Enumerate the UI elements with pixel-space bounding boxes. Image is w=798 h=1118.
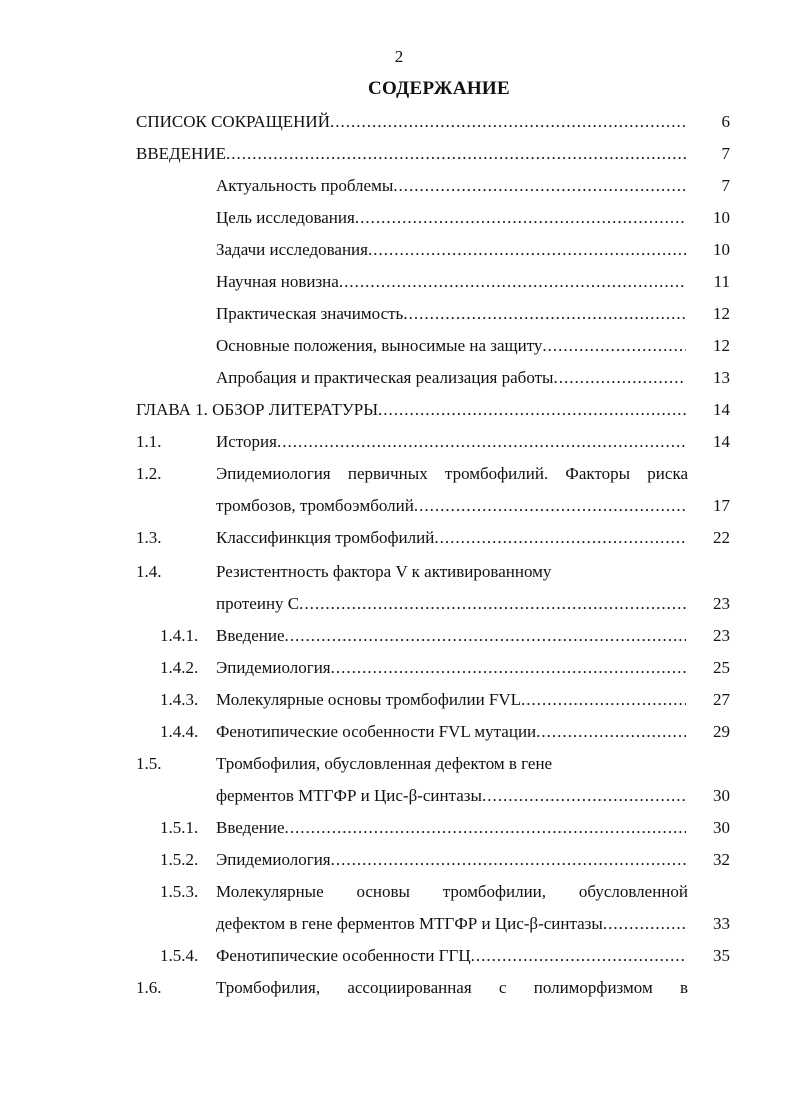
toc-entry-page: 7	[721, 176, 730, 195]
toc-entry	[216, 366, 730, 390]
toc-entry-label: Молекулярные основы тромбофилии, обусловленной	[216, 882, 688, 901]
toc-entry-label: дефектом в гене ферментов МТГФР и Цис-β-синтазы	[216, 914, 603, 933]
toc-entry	[160, 880, 730, 904]
toc-dot-leader	[553, 366, 686, 390]
toc-entry-page: 12	[713, 304, 730, 323]
toc-entry-label: Резистентность фактора V к активированному	[216, 562, 552, 581]
toc-dot-leader	[339, 270, 686, 294]
toc-entry-label: ферментов МТГФР и Цис-β-синтазы	[216, 786, 482, 805]
toc-entry-label: Введение	[216, 626, 285, 645]
toc-entry-page: 23	[713, 626, 730, 645]
toc-dot-leader	[277, 430, 686, 454]
toc-entry-number: 1.1.	[136, 432, 162, 451]
toc-dot-leader	[482, 784, 686, 808]
toc-dot-leader	[471, 944, 686, 968]
toc-entry	[216, 302, 730, 326]
toc-entry	[216, 784, 730, 808]
toc-entry-number: 1.5.2.	[160, 850, 199, 869]
toc-entry-label: Основные положения, выносимые на защиту	[216, 336, 543, 355]
toc-entry-number: 1.4.2.	[160, 658, 199, 677]
toc-entry-label: Фенотипические особенности ГГЦ	[216, 946, 471, 965]
toc-dot-leader	[299, 592, 686, 616]
toc-title: СОДЕРЖАНИЕ	[368, 78, 510, 99]
toc-entry-label: протеину С	[216, 594, 300, 613]
toc-entry	[136, 752, 730, 776]
toc-entry-page: 14	[713, 400, 730, 419]
toc-entry-label: ВВЕДЕНИЕ	[136, 144, 226, 163]
toc-entry-page: 6	[721, 112, 730, 131]
toc-entry	[136, 976, 730, 1000]
toc-entry	[216, 334, 730, 358]
toc-entry-label: Цель исследования	[216, 208, 355, 227]
toc-dot-leader	[603, 912, 686, 936]
toc-entry-page: 32	[713, 850, 730, 869]
toc-entry-page: 23	[713, 594, 730, 613]
toc-dot-leader	[434, 526, 686, 550]
toc-entry-page: 27	[713, 690, 730, 709]
toc-entry-label: Эпидемиология	[216, 850, 331, 869]
toc-dot-leader	[378, 398, 686, 422]
toc-entry-label: История	[216, 432, 277, 451]
toc-entry-page: 33	[713, 914, 730, 933]
toc-entry-page: 13	[713, 368, 730, 387]
toc-entry-page: 7	[721, 144, 730, 163]
toc-entry-number: 1.5.4.	[160, 946, 199, 965]
toc-entry-number: 1.4.	[136, 562, 162, 581]
toc-entry	[160, 944, 730, 968]
toc-entry	[136, 560, 730, 584]
toc-dot-leader	[521, 688, 686, 712]
toc-entry-label: Актуальность проблемы	[216, 176, 394, 195]
toc-entry-number: 1.4.4.	[160, 722, 199, 741]
toc-dot-leader	[536, 720, 686, 744]
toc-entry-label: Классифинкция тромбофилий	[216, 528, 435, 547]
toc-entry	[136, 110, 730, 134]
toc-dot-leader	[285, 816, 686, 840]
toc-dot-leader	[368, 238, 686, 262]
toc-entry-label: СПИСОК СОКРАЩЕНИЙ	[136, 112, 330, 131]
toc-entry-number: 1.5.3.	[160, 882, 199, 901]
toc-dot-leader	[393, 174, 686, 198]
toc-entry-label: Введение	[216, 818, 285, 837]
toc-entry-number: 1.6.	[136, 978, 162, 997]
toc-entry-label: Молекулярные основы тромбофилии FVL	[216, 690, 522, 709]
toc-entry	[136, 142, 730, 166]
toc-dot-leader	[331, 656, 686, 680]
toc-entry-number: 1.4.1.	[160, 626, 199, 645]
toc-entry	[160, 624, 730, 648]
toc-dot-leader	[285, 624, 686, 648]
toc-entry	[216, 206, 730, 230]
toc-entry	[160, 688, 730, 712]
toc-entry-page: 30	[713, 818, 730, 837]
toc-dot-leader	[331, 848, 686, 872]
toc-entry-page: 29	[713, 722, 730, 741]
toc-entry-label: Фенотипические особенности FVL мутации	[216, 722, 537, 741]
toc-entry-number: 1.5.1.	[160, 818, 199, 837]
toc-entry-label: ГЛАВА 1. ОБЗОР ЛИТЕРАТУРЫ	[136, 400, 379, 419]
toc-entry	[216, 238, 730, 262]
page-number: 2	[394, 47, 404, 66]
toc-entry	[216, 494, 730, 518]
toc-entry-label: Апробация и практическая реализация работы	[216, 368, 554, 387]
toc-dot-leader	[403, 302, 686, 326]
toc-entry	[136, 526, 730, 550]
toc-entry-page: 11	[713, 272, 730, 291]
toc-entry-label: Практическая значимость	[216, 304, 404, 323]
toc-entry-number: 1.2.	[136, 464, 162, 483]
toc-entry	[160, 848, 730, 872]
toc-entry-page: 17	[713, 496, 730, 515]
toc-entry-label: Научная новизна	[216, 272, 339, 291]
toc-entry-number: 1.4.3.	[160, 690, 199, 709]
toc-entry-label: Эпидемиология первичных тромбофилий. Факторы риска	[216, 464, 688, 483]
toc-entry-page: 10	[713, 208, 730, 227]
toc-entry-number: 1.3.	[136, 528, 162, 547]
toc-dot-leader	[414, 494, 686, 518]
toc-entry-page: 30	[713, 786, 730, 805]
toc-entry-page: 35	[713, 946, 730, 965]
toc-entry	[136, 398, 730, 422]
toc-entry-page: 14	[713, 432, 730, 451]
toc-dot-leader	[330, 110, 686, 134]
toc-entry-page: 22	[713, 528, 730, 547]
toc-entry-number: 1.5.	[136, 754, 162, 773]
toc-dot-leader	[226, 142, 686, 166]
toc-entry-label: тромбозов, тромбоэмболий	[216, 496, 414, 515]
toc-dot-leader	[355, 206, 686, 230]
toc-entry	[160, 816, 730, 840]
toc-entry	[216, 174, 730, 198]
toc-entry-label: Задачи исследования	[216, 240, 368, 259]
toc-entry	[160, 720, 730, 744]
toc-entry	[136, 430, 730, 454]
toc-entry-label: Тромбофилия, обусловленная дефектом в гене	[216, 754, 553, 773]
toc-entry-label: Тромбофилия, ассоциированная с полиморфизмом в	[216, 978, 688, 997]
toc-entry-page: 10	[713, 240, 730, 259]
toc-entry	[136, 462, 730, 486]
toc-entry	[216, 270, 730, 294]
toc-entry	[160, 656, 730, 680]
toc-entry	[216, 592, 730, 616]
toc-entry	[216, 912, 730, 936]
toc-entry-page: 25	[713, 658, 730, 677]
toc-entry-page: 12	[713, 336, 730, 355]
toc-entry-label: Эпидемиология	[216, 658, 331, 677]
toc-dot-leader	[542, 334, 686, 358]
